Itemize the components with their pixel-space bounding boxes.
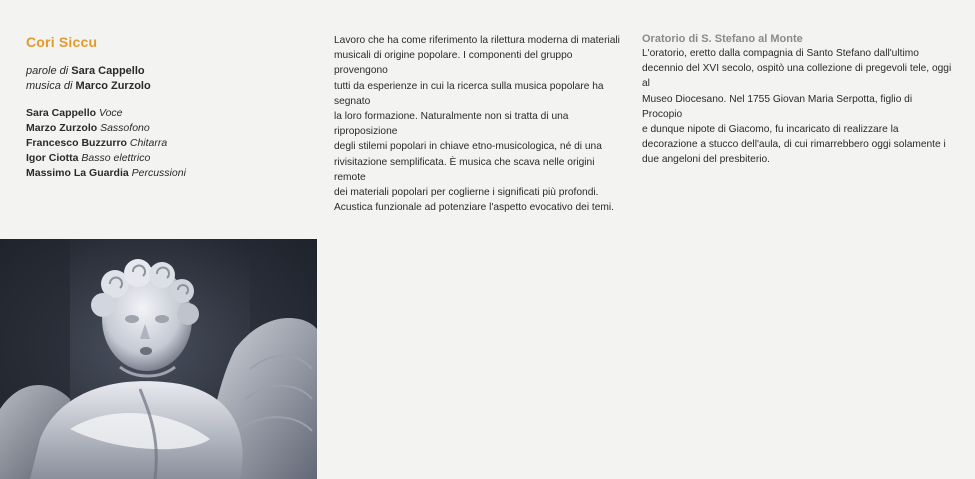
credits [26, 64, 316, 94]
description-line: degli stilemi popolari in chiave etno-musicologica, né di una [334, 141, 602, 153]
lyrics-prefix: parole di [26, 65, 69, 77]
venue-line: due angeloni del presbiterio. [642, 154, 771, 166]
description-line: Acustica funzionale ad potenziare l'aspetto evocativo dei temi. [334, 202, 615, 214]
music-prefix: musica di [26, 80, 73, 92]
venue-body [642, 46, 952, 168]
member-name: Francesco Buzzurro [26, 137, 127, 149]
member-row [26, 106, 316, 121]
venue-line: decorazione a stucco dell'aula, di cui rimarrebbero oggi solamente i [642, 139, 946, 151]
angel-sculpture-photo [0, 239, 317, 479]
member-role: Voce [98, 107, 123, 119]
member-list [26, 106, 316, 181]
lyrics-credit [26, 64, 316, 79]
music-author: Marco Zurzolo [75, 80, 151, 92]
member-role: Basso elettrico [81, 152, 151, 164]
description-line: la loro formazione. Naturalmente non si tratta di una riproposizione [334, 111, 569, 138]
member-row [26, 166, 316, 181]
member-name: Sara Cappello [26, 107, 97, 119]
venue-line: L'oratorio, eretto dalla compagnia di Santo Stefano dall'ultimo [642, 48, 919, 59]
venue-line: decennio del XVI secolo, ospitò una collezione di pregevoli tele, oggi al [642, 63, 952, 90]
member-role: Sassofono [100, 122, 150, 134]
venue-column [642, 33, 952, 168]
member-name: Massimo La Guardia [26, 167, 129, 179]
lyrics-author: Sara Cappello [71, 65, 145, 77]
left-column [26, 34, 316, 181]
music-credit [26, 79, 316, 94]
description-line: Lavoro che ha come riferimento la rilettura moderna di materiali [334, 35, 620, 46]
member-row [26, 136, 316, 151]
description-line: musicali di origine popolare. I componenti del gruppo provengono [334, 50, 573, 77]
member-role: Chitarra [129, 137, 168, 149]
description-line: tutti da esperienze in cui la ricerca sulla musica popolare ha segnato [334, 80, 604, 107]
member-row [26, 151, 316, 166]
member-name: Marzo Zurzolo [26, 122, 98, 134]
description-line: rivisitazione semplificata. È musica che scava nelle origini remote [334, 156, 595, 183]
description-column [334, 33, 624, 215]
venue-line: e dunque nipote di Giacomo, fu incaricato di realizzare la [642, 124, 899, 136]
member-row [26, 121, 316, 136]
member-name: Igor Ciotta [26, 152, 79, 164]
member-role: Percussioni [131, 167, 186, 179]
venue-line: Museo Diocesano. Nel 1755 Giovan Maria Serpotta, figlio di Procopio [642, 93, 913, 120]
description-line: dei materiali popolari per coglierne i significati più profondi. [334, 187, 599, 199]
concert-title: Cori Siccu [26, 34, 98, 50]
venue-title: Oratorio di S. Stefano al Monte [642, 33, 803, 45]
